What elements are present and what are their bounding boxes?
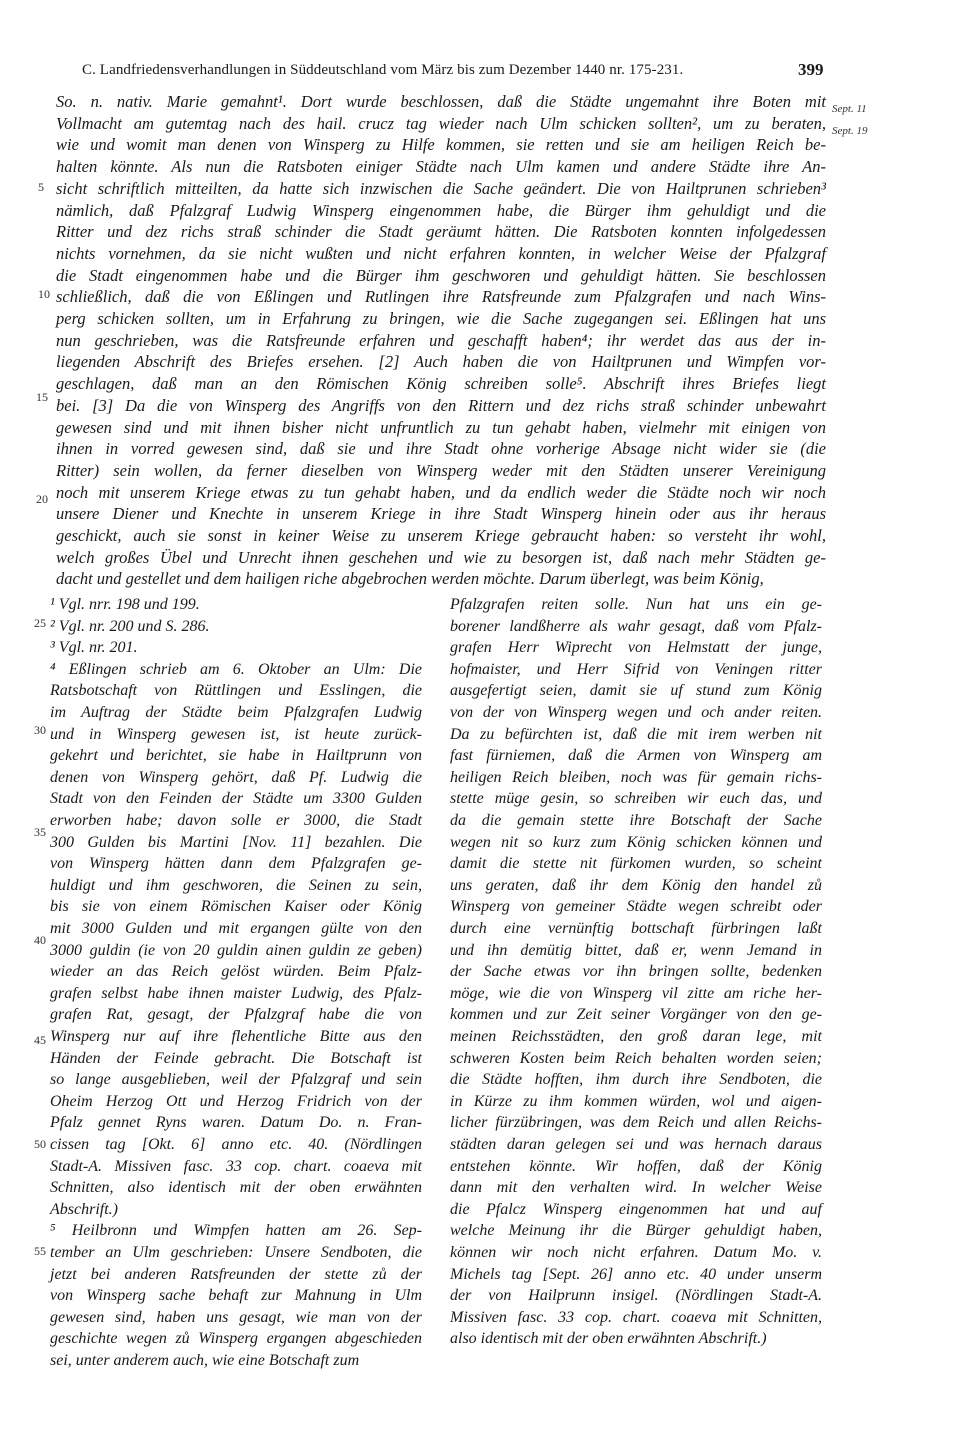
line-number: 15 xyxy=(36,390,48,404)
text-line: nun geschrieben, was die Ratsfreunde erfahren und geschafft haben⁴; ihr werdet das aus der in- xyxy=(56,330,826,350)
text-line: Abschrift.) xyxy=(50,1200,118,1218)
text-line: die Stadt eingenommen habe und die Bürger ihm geschworen und gehuldigt hätten. Sie beschlossen xyxy=(56,265,826,285)
text-line: von der von Winsperg wegen und och ander reiten. xyxy=(450,704,822,721)
text-line: Winsperg von gemeiner Städte wegen schreibt oder xyxy=(450,898,822,916)
text-line: wie und womit man denen von Winsperg zu Hilfe kommen, sie retten und sie am heiligen Reich be- xyxy=(56,135,826,155)
text-line: geschickt, auch sie sonst in keiner Weise zu unserem Kriege gebraucht haben: so versteht ihr wohl, xyxy=(56,526,826,545)
text-line: nichts vornehmen, da sie nicht wußten und nicht erfahren konnten, in welcher Weise der Pfalzgraf xyxy=(56,243,826,263)
text-line: und ihn demütig bittet, daß er, wenn Jemand in xyxy=(450,941,822,959)
text-line: möge, wie die von Winsperg vil zitte am riche her- xyxy=(450,984,822,1002)
text-line: der von Hailprunn insigel. (Nördlingen Stadt-A. xyxy=(450,1287,822,1305)
line-number: 50 xyxy=(34,1137,46,1151)
line-number: 5 xyxy=(38,180,44,194)
text-line: perg schicken sollten, um in Erfahrung zu bringen, wie die Sache zugegangen sei. Eßlingen hat uns xyxy=(56,309,826,328)
text-line: fast fürniemen, daß die Armen von Winsperg am xyxy=(450,747,822,765)
text-line: Stadt-A. Missiven fasc. 33 cop. chart. coaeva mit xyxy=(50,1157,422,1175)
text-line: welch großes Übel und Unrecht ihnen geschehen und wie zu besorgen ist, daß nach mehr Städten ge- xyxy=(56,547,826,567)
text-line: liegenden Abschrift des Briefes ersehen. [2] Auch haben die von Hailtprunen und Wimpfen vor- xyxy=(56,352,826,372)
text-line: Da zu befürchten ist, daß die mit irem werben nit xyxy=(450,725,822,743)
text-line: gewesen sind, haben uns gesagt, wie man von der xyxy=(50,1308,422,1326)
text-line: wieder an das Reich gelöst würden. Beim Pfalz- xyxy=(50,963,422,981)
text-line: dann mit den verhalten wird. In welcher Weise xyxy=(450,1179,822,1197)
line-number: 45 xyxy=(34,1033,46,1047)
text-line: die Pfalcz Winsperg eingenommen hat und auf xyxy=(450,1200,822,1218)
text-line: und in Winsperg gewesen ist, ist heute zurück- xyxy=(50,725,422,743)
text-line: ² Vgl. nr. 200 und S. 286. xyxy=(50,617,210,635)
text-line: so lange ausgeblieben, weil der Pfalzgraf und sein xyxy=(50,1071,422,1089)
text-line: im Auftrag der Städte beim Pfalzgrafen Ludwig xyxy=(50,704,422,721)
text-line: geschlagen, daß man an den Römischen König schreiben solle⁵. Abschrift ihres Briefes liegt xyxy=(56,374,826,394)
text-line: Ritter) sein wollen, da ferner dieselben von Winsperg weder mit den Städten unserer Vereinigung xyxy=(56,460,826,480)
text-line: 300 Gulden bis Martini [Nov. 11] bezahlen. Die xyxy=(50,833,422,851)
text-line: Schnitten, also identisch mit der oben erwähnten xyxy=(50,1179,422,1197)
text-line: stette müge gesin, so schreiben wir euch das, und xyxy=(450,790,822,808)
text-line: welche Meinung ihr die Bürger gehuldigt haben, xyxy=(450,1222,822,1240)
text-line: Ratsbotschaft von Rüttlingen und Esslingen, die xyxy=(50,682,422,700)
text-line: Oheim Herzog Ott und Herzog Fridrich von der xyxy=(50,1092,422,1110)
text-line: grafen Rat, gesagt, der Pfalzgraf habe die von xyxy=(50,1006,422,1024)
text-line: 3000 guldin (ie von 20 guldin ainen guldin ze geben) xyxy=(50,941,422,959)
text-line: gewesen sind und mit ihnen bisher nicht unfruntlich zu tun gehabt haben, vielmehr mit einigen von xyxy=(56,417,826,437)
text-line: Winsperg nur auf ihre flehentliche Bitte aus den xyxy=(50,1028,422,1045)
text-line: Pfalzgrafen reiten solle. Nun hat uns ein ge- xyxy=(450,596,822,613)
text-line: grafen selbst habe ihnen maister Ludwig, des Pfalz- xyxy=(50,984,422,1002)
text-line: So. n. nativ. Marie gemahnt¹. Dort wurde beschlossen, daß die Städte ungemahnt ihre Boten mit xyxy=(56,92,826,111)
text-line: mit 3000 Gulden und mit ergangen gülte von den xyxy=(50,920,422,937)
text-line: erworben habe; davon solle er 3000, die Stadt xyxy=(50,812,422,829)
text-line: entstehen könnte. Wir hoffen, daß der König xyxy=(450,1157,822,1175)
line-number: 55 xyxy=(34,1244,46,1258)
text-line: also identisch mit der oben erwähnten Abschrift.) xyxy=(450,1330,767,1348)
line-number: 40 xyxy=(34,933,46,947)
text-line: städten daran gelegen sei und was hernach daraus xyxy=(450,1136,822,1153)
text-line: sei, unter anderem auch, wie eine Botschaft zum xyxy=(50,1352,360,1369)
text-line: ⁵ Heilbronn und Wimpfen hatten am 26. Sep- xyxy=(50,1222,422,1240)
line-number: 30 xyxy=(34,723,46,737)
text-line: Vollmacht am gutemtag nach des hail. crucz tag wieder nach Ulm schicken sollten², um zu beraten, xyxy=(56,113,826,133)
text-line: cissen tag [Okt. 6] anno etc. 40. (Nördlingen xyxy=(50,1136,422,1153)
line-number: 25 xyxy=(34,616,46,630)
text-line: der Sache etwas vor ihn bringen sollte, bedenken xyxy=(450,963,822,981)
text-line: meinen Reichsstädten, den groß daran lege, mit xyxy=(450,1028,822,1045)
text-line: ausgefertigt seien, damit sie uf stund zum König xyxy=(450,682,822,700)
text-line: Ritter und dez richs straß schinder die Stadt geräumt hätten. Die Ratsboten konnten infolgedessen xyxy=(56,222,826,242)
text-line: von Winsperg hätten dann dem Pfalzgrafen ge- xyxy=(50,855,422,873)
text-line: ihnen in vorred gewesen sind, daß sie und ihre Stadt ohne vorherige Absage nicht wider sie (die xyxy=(56,439,826,459)
text-line: hofmaister, und Herr Sifrid von Veningen ritter xyxy=(450,660,822,678)
text-line: borener landßherre als wahr gesagt, daß vom Pfalz- xyxy=(450,617,822,635)
margin-note-date: Sept. 19 xyxy=(832,125,868,137)
text-line: Pfalz gennet Ryns waren. Datum Do. n. Fran- xyxy=(50,1114,422,1132)
text-line: heiligen Reich bleiben, noch was für gemain richs- xyxy=(450,768,822,786)
text-line: Händen der Feinde gebracht. Die Botschaft ist xyxy=(50,1049,422,1067)
text-line: uns geraten, daß ihr dem König den handel zů xyxy=(450,876,822,894)
text-line: durch eine vernünftig bottschaft fürbringen laßt xyxy=(450,920,822,937)
text-line: denen von Winsperg gehört, daß Pf. Ludwig die xyxy=(50,768,422,786)
text-line: Stadt von den Feinden der Städte um 3300 Gulden xyxy=(50,790,422,808)
text-line: in Kürze zu ihm kommen würden, wol und aigen- xyxy=(450,1092,822,1110)
text-line: schließlich, daß die von Eßlingen und Rutlingen ihre Ratsfreunde zum Pfalzgrafen und nach Wins- xyxy=(56,287,826,307)
text-line: dacht und gestellet und dem hailigen riche abgebrochen werden möchte. Darum überlegt, was beim König, xyxy=(56,569,764,589)
text-line: huldigt und ihm geschworen, die Seinen zu sein, xyxy=(50,876,422,894)
text-line: ⁴ Eßlingen schrieb am 6. Oktober an Ulm: Die xyxy=(50,660,422,678)
text-line: da die gemain stette ihre Botschaft der Sache xyxy=(450,812,822,829)
text-line: schweren Kosten beim Reich behalten worden seien; xyxy=(450,1049,822,1067)
line-number: 10 xyxy=(38,287,50,301)
text-line: jetzt bei anderen Ratsfreunden der stette zů der xyxy=(50,1265,422,1283)
text-line: gekehrt und berichtet, sie habe in Hailtprunn von xyxy=(50,747,422,765)
text-line: Missiven fasc. 33 cop. chart. coaeva mit Schnitten, xyxy=(450,1308,822,1326)
text-line: licher fürzübringen, was dem Reich und allen Reichs- xyxy=(450,1114,822,1132)
text-line: können wir noch nicht erfahren. Datum Mo. v. xyxy=(450,1244,822,1261)
text-line: wegen nit so kurz zum König schicken können und xyxy=(450,833,822,851)
text-line: unsere Diener und Knechte in unserem Kriege in ihre Stadt Winsperg hinein oder aus ihr heraus xyxy=(56,504,826,524)
text-line: noch mit unserem Kriege etwas zu tun gehabt haben, und da endlich weder die Städte noch wir noch xyxy=(56,482,826,502)
text-line: bis sie von einem Römischen Kaiser oder König xyxy=(50,898,422,916)
running-header: C. Landfriedensverhandlungen in Süddeutschland vom März bis zum Dezember 1440 nr. 175-231. xyxy=(82,62,684,78)
text-line: damit die stette nit fürkomen wurden, so scheint xyxy=(450,855,822,873)
text-line: tember an Ulm geschrieben: Unsere Sendboten, die xyxy=(50,1244,422,1261)
text-line: nämlich, daß Pfalzgraf Ludwig Winsperg eingenommen habe, die Bürger ihm gehuldigt und die xyxy=(56,200,826,220)
page-number: 399 xyxy=(798,60,824,79)
text-line: ¹ Vgl. nrr. 198 und 199. xyxy=(50,596,200,613)
margin-note-date: Sept. 11 xyxy=(832,103,867,115)
text-line: Michels tag [Sept. 26] anno etc. 40 under unserm xyxy=(450,1265,822,1283)
text-line: ³ Vgl. nr. 201. xyxy=(50,639,138,657)
text-line: kommen und zur Zeit seiner Vorgänger von den ge- xyxy=(450,1006,822,1024)
line-number: 35 xyxy=(34,825,46,839)
text-line: sicht schriftlich mitteilten, da hatte sich inzwischen die Sache geändert. Die von Hailtprunen schrieben³ xyxy=(56,178,826,198)
text-line: von Winsperg sache behaft zur Mahnung in Ulm xyxy=(50,1287,422,1305)
text-line: bei. [3] Da die von Winsperg des Angriffs von den Rittern und dez richs straß schinder unbewahrt xyxy=(56,395,826,415)
line-number: 20 xyxy=(36,492,48,506)
text-line: grafen Herr Wiprecht von Helmstatt der junge, xyxy=(450,639,822,657)
text-line: die Städte hofften, ihm durch ihre Sendboten, die xyxy=(450,1071,822,1089)
text-line: geschichte wegen zů Winsperg ergangen abgeschieden xyxy=(50,1330,422,1348)
text-line: halten könnte. Als nun die Ratsboten einiger Städte nach Ulm kamen und andere Städte ihre An- xyxy=(56,157,826,177)
